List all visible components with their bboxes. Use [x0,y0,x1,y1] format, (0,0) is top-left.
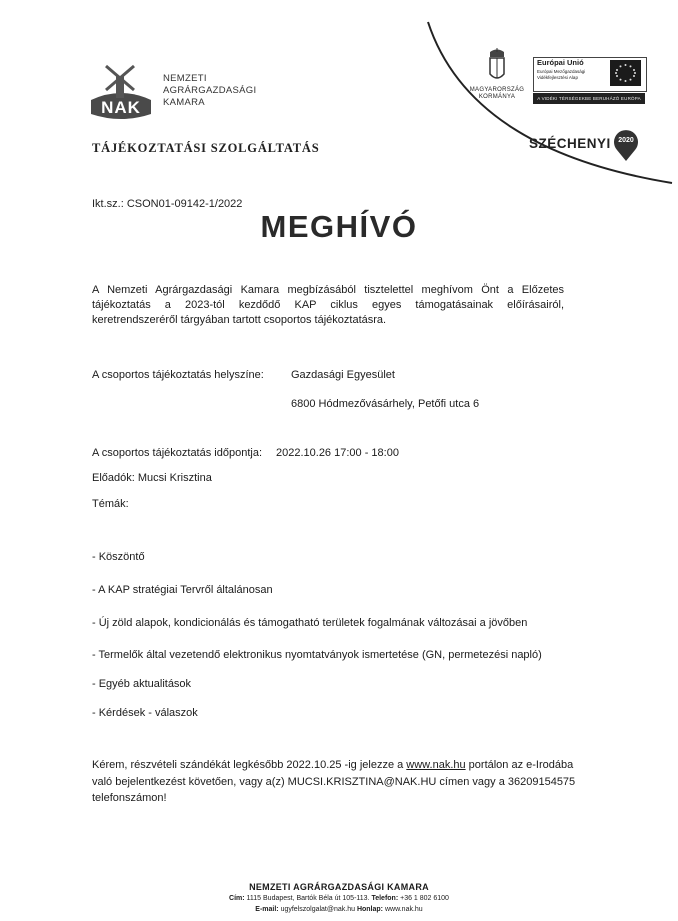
page-title: MEGHÍVÓ [260,209,418,244]
footer-phone-label: Telefon: [371,895,399,902]
nak-portal-link[interactable]: www.nak.hu [406,759,466,771]
closing-line-2: való bejelentkezést követően, vagy a(z) MUCSI.KRISZTINA@NAK.HU címen vagy a 36209154575 [92,776,576,788]
szechenyi-label: SZÉCHENYI [529,136,611,151]
footer-email-label: E-mail: [255,906,279,913]
intro-paragraph: A Nemzeti Agrárgazdasági Kamara megbízásából tisztelettel meghívom Önt a Előzetes tájékoztatás a 2023-tól kezdődő KAP ciklus egyes támogatásainak előírásairól, keretrendszeréről tárgyában tartott csoportos tájékoztatásra. [92,284,564,326]
eu-flag-icon [610,60,641,86]
speaker: Előadók: Mucsi Krisztina [92,472,212,484]
footer-web[interactable]: www.nak.hu [383,906,423,913]
topics-label: Témák: [92,498,129,510]
government-line-2: KORMÁNYA [478,94,516,100]
topic-item: - Egyéb aktualitások [92,678,192,690]
topic-item: - A KAP stratégiai Tervről általánosan [92,584,273,596]
topic-item: - Kérdések - válaszok [92,707,198,719]
org-name-line-1: NEMZETI [163,73,207,84]
org-name-line-3: KAMARA [163,97,205,108]
reference-number: Ikt.sz.: CSON01-09142-1/2022 [92,198,243,210]
footer-addr-label: Cím: [229,895,245,902]
szechenyi-2020-icon [613,130,639,162]
nak-logo [86,62,156,122]
venue-label: A csoportos tájékoztatás helyszíne: [92,369,264,381]
footer-phone: +36 1 802 6100 [398,895,449,902]
closing-text-1b: portálon az e-Irodába [465,759,574,771]
footer-email[interactable]: ugyfelszolgalat@nak.hu [278,906,357,913]
closing-line-1 [92,759,573,771]
time-value: 2022.10.26 17:00 - 18:00 [276,447,399,459]
topic-item: - Termelők által vezetendő elektronikus nyomtatványok ismertetése (GN, permetezési napló) [92,649,542,661]
topic-item: - Új zöld alapok, kondicionálás és támogatható területek fogalmának változásai a jövőben [92,617,528,629]
eu-name: Európai Unió [537,58,584,67]
venue-name: Gazdasági Egyesület [291,369,395,381]
footer-org: NEMZETI AGRÁRGAZDASÁGI KAMARA [249,882,429,892]
eu-banner: A VIDÉKI TÉRSÉGEKBE BERUHÁZÓ EURÓPA [533,93,645,104]
org-name [163,73,256,109]
footer-addr: 1115 Budapest, Bartók Béla út 105-113. [244,895,372,902]
closing-line-3: telefonszámon! [92,792,167,804]
footer-address-line [0,895,678,902]
service-title: TÁJÉKOZTATÁSI SZOLGÁLTATÁS [92,141,320,155]
nak-logo-text: NAK [101,98,141,117]
government-line-1: MAGYARORSZÁG [469,87,525,93]
org-name-line-2: AGRÁRGAZDASÁGI [163,85,257,96]
venue-address: 6800 Hódmezővásárhely, Petőfi utca 6 [291,398,480,410]
footer-contact-line [0,906,678,913]
footer-web-label: Honlap: [356,906,384,913]
eu-fund: Európai Mezőgazdasági Vidékfejlesztési Alap [537,69,586,80]
government-label [468,87,526,101]
topic-item: - Köszöntő [92,551,145,563]
szechenyi-year: 2020 [618,137,634,144]
closing-text-1a: Kérem, részvételi szándékát legkésőbb 2022.10.25 -ig jelezze a [92,759,407,771]
time-label: A csoportos tájékoztatás időpontja: [92,447,262,459]
coat-of-arms-icon [484,48,510,86]
